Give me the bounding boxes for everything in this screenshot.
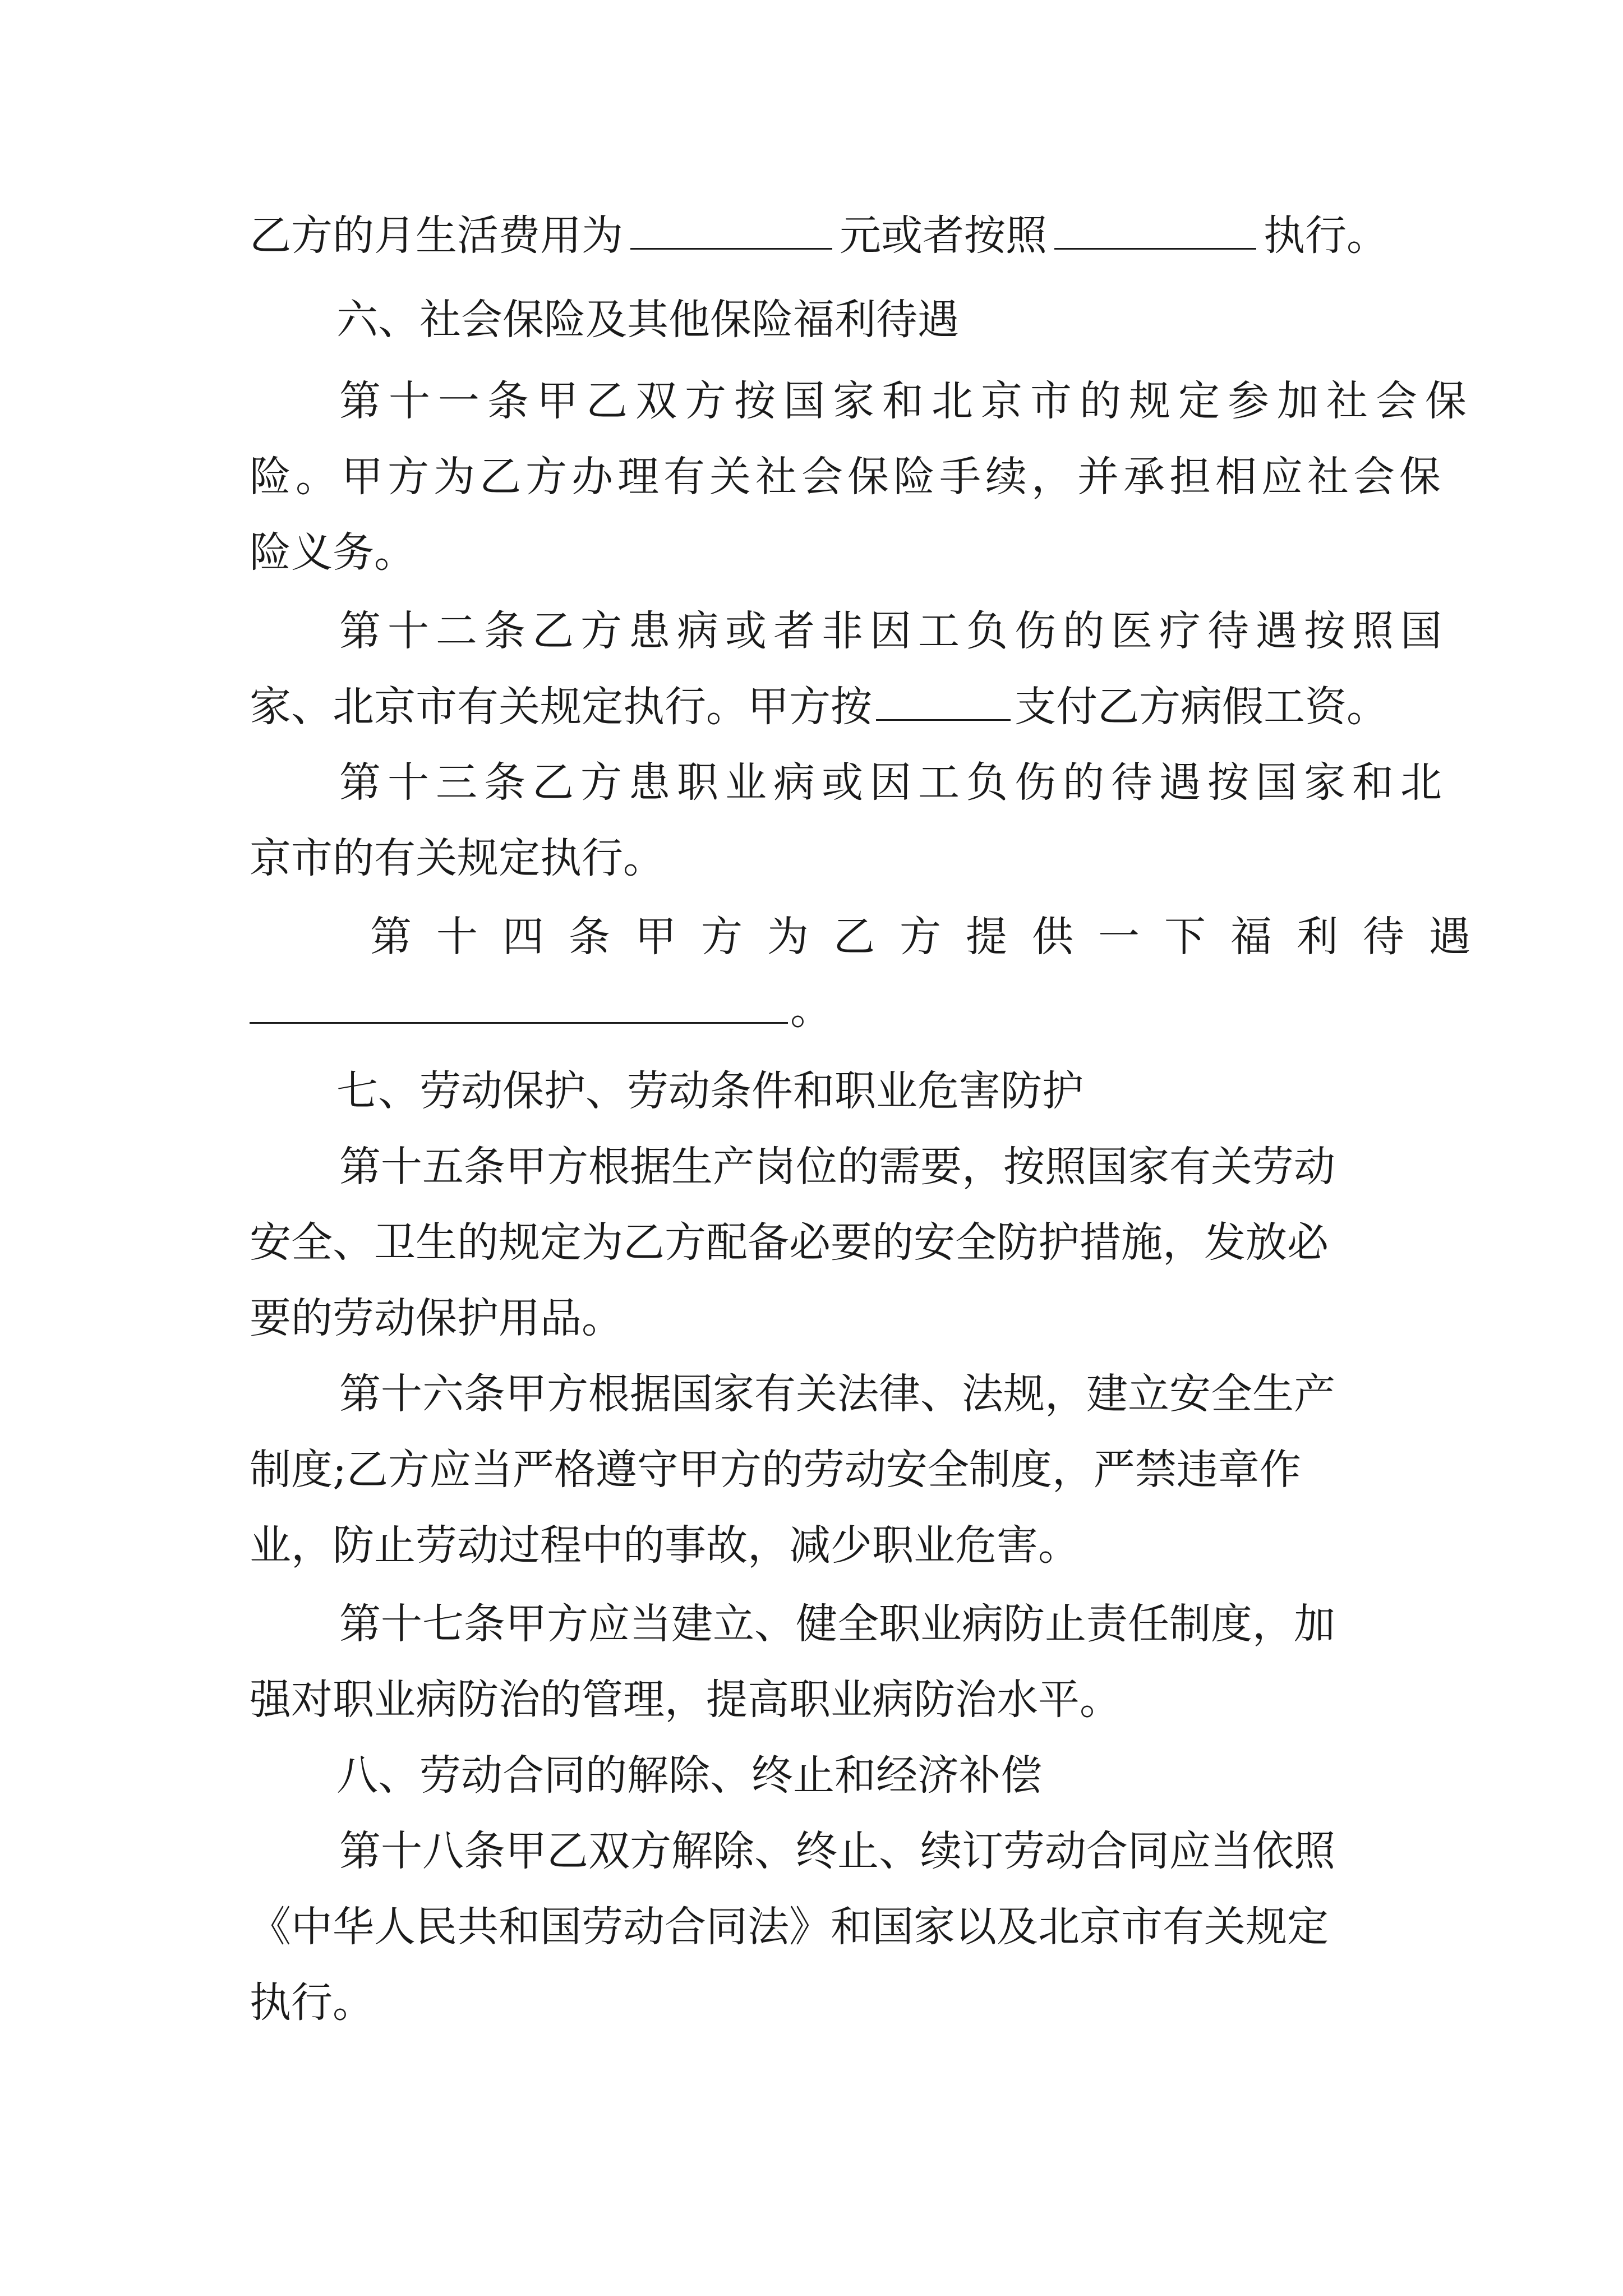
paragraph-line: 执行。 (250, 1978, 374, 2027)
paragraph-line: 第十七条甲方应当建立、健全职业病防止责任制度，加 (339, 1600, 1335, 1648)
paragraph-line: 第十四条甲方为乙方提供一下福利待遇 (370, 913, 1495, 961)
blank-sick-pay-standard (876, 680, 1011, 721)
paragraph-line: 京市的有关规定执行。 (250, 834, 665, 882)
paragraph-line: 业，防止劳动过程中的事故，减少职业危害。 (250, 1521, 1080, 1570)
text-segment: 。 (790, 986, 832, 1034)
paragraph-line: 制度;乙方应当严格遵守甲方的劳动安全制度，严禁违章作 (250, 1446, 1301, 1494)
paragraph-line: 安全、卫生的规定为乙方配备必要的安全防护措施，发放必 (250, 1218, 1329, 1267)
paragraph-line: 第十三条乙方患职业病或因工负伤的待遇按国家和北 (339, 758, 1449, 807)
paragraph-line: 险义务。 (250, 528, 416, 577)
paragraph-line: 第十八条甲乙双方解除、终止、续订劳动合同应当依照 (339, 1827, 1335, 1875)
text-segment: 支付乙方病假工资。 (1015, 683, 1388, 731)
paragraph-line: 险。甲方为乙方办理有关社会保险手续，并承担相应社会保 (250, 453, 1445, 501)
blank-monthly-allowance (630, 209, 832, 250)
blank-allowance-standard (1054, 209, 1256, 250)
paragraph-line: 第十二条乙方患病或者非因工负伤的医疗待遇按照国 (339, 607, 1449, 655)
paragraph-line (250, 982, 832, 1038)
text-line (250, 208, 1388, 264)
paragraph-line (339, 373, 1474, 429)
text-segment: 元或者按照 (840, 211, 1047, 260)
paragraph-line: 第十六条甲方根据国家有关法律、法规，建立安全生产 (339, 1370, 1335, 1418)
blank-welfare-benefits (250, 983, 788, 1024)
section-heading: 七、劳动保护、劳动条件和职业危害防护 (336, 1067, 1083, 1115)
text-segment: 家、北京市有关规定执行。甲方按 (250, 683, 872, 731)
paragraph-line: 要的劳动保护用品。 (250, 1294, 623, 1342)
paragraph-line: 第十五条甲方根据生产岗位的需要，按照国家有关劳动 (339, 1143, 1335, 1191)
paragraph-line: 强对职业病防治的管理，提高职业病防治水平。 (250, 1676, 1121, 1724)
text-segment: 执行。 (1264, 211, 1388, 260)
paragraph-line: 《中华人民共和国劳动合同法》和国家以及北京市有关规定 (250, 1903, 1329, 1951)
section-heading: 六、社会保险及其他保险福利待遇 (336, 296, 959, 344)
paragraph-text: 第十一条甲乙双方按国家和北京市的规定参加社会保 (339, 377, 1474, 425)
paragraph-line (250, 679, 1388, 735)
section-heading: 八、劳动合同的解除、终止和经济补偿 (336, 1751, 1042, 1800)
text-segment: 乙方的月生活费用为 (250, 211, 623, 260)
